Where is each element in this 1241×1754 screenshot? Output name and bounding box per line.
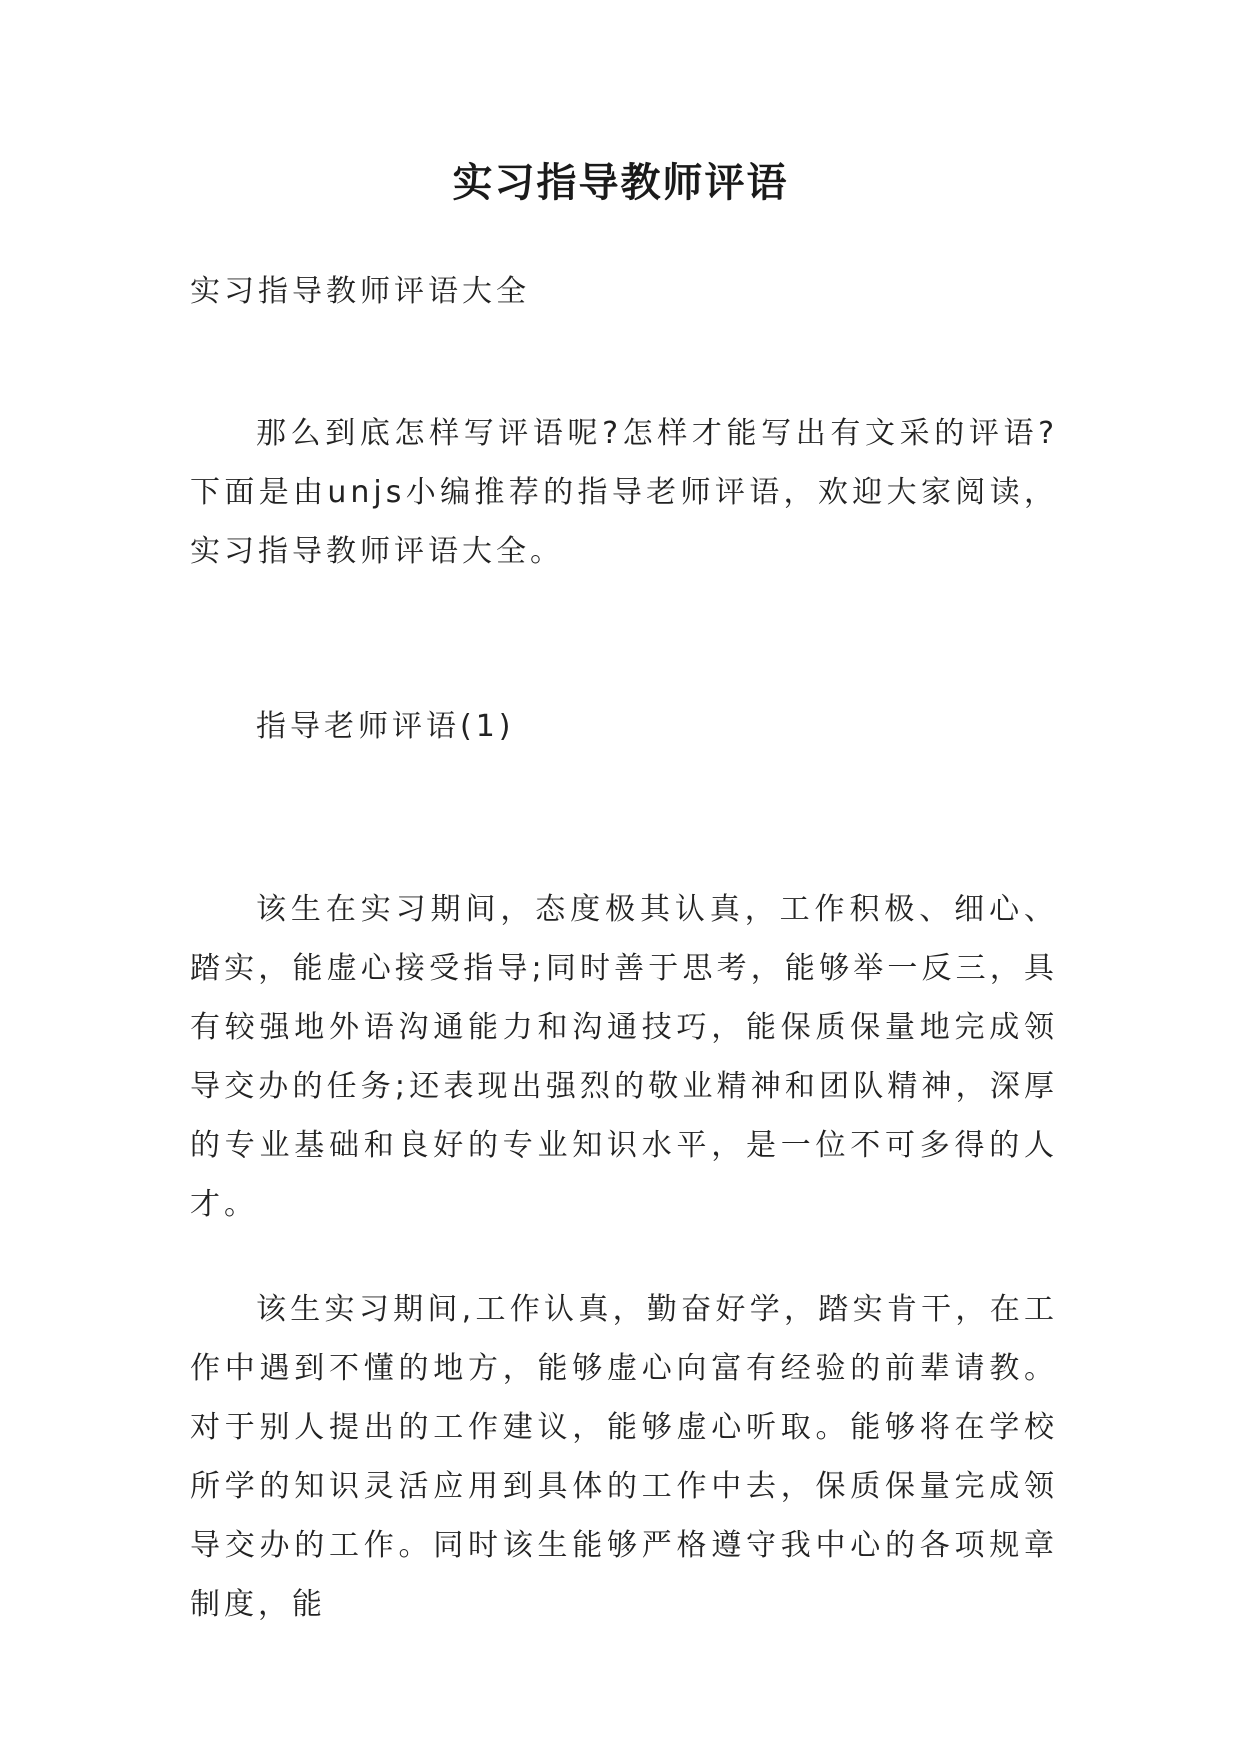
section-heading: 指导老师评语(1) xyxy=(256,709,515,744)
document-subtitle: 实习指导教师评语大全 xyxy=(190,274,530,309)
comment-paragraph-2: 该生实习期间,工作认真，勤奋好学，踏实肯干，在工作中遇到不懂的地方，能够虚心向富有经验的前辈请教。对于别人提出的工作建议，能够虚心听取。能够将在学校所学的知识灵活应用到具体的工作中去，保质保量完成领导交办的工作。同时该生能够严格遵守我中心的各项规章制度，能 xyxy=(190,1292,1058,1622)
document-title: 实习指导教师评语 xyxy=(452,159,789,206)
comment-paragraph-1: 该生在实习期间，态度极其认真，工作积极、细心、踏实，能虚心接受指导;同时善于思考，能够举一反三，具有较强地外语沟通能力和沟通技巧，能保质保量地完成领导交办的任务;还表现出强烈的敬业精神和团队精神，深厚的专业基础和良好的专业知识水平，是一位不可多得的人才。 xyxy=(190,892,1058,1222)
intro-paragraph: 那么到底怎样写评语呢?怎样才能写出有文采的评语?下面是由unjs小编推荐的指导老师评语，欢迎大家阅读，实习指导教师评语大全。 xyxy=(190,416,1058,569)
